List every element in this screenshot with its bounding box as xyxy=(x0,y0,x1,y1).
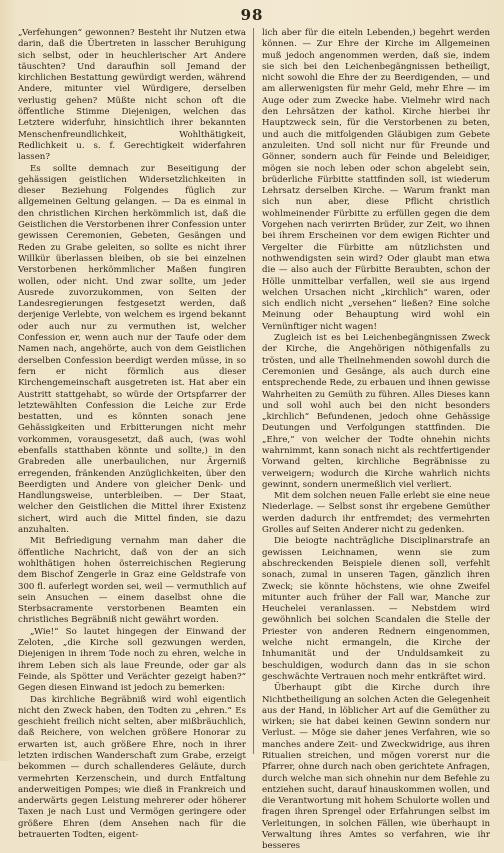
left-column xyxy=(18,28,246,841)
left-paragraph: Es sollte demnach zur Beseitigung der gehässigen geistlichen Widersetzlichkeiten in dieser Beziehung Folgendes füglich zur allgemeinen Geltung gelangen. — Da es einmal in den christlichen Kirchen herkömmlich ist, daß die Geistlichen die Verstorbenen ihrer Confession unter gewissen Ceremonien, Gebeten, Gesängen und Reden zu Grabe geleiten, so sollte es nicht ihrer Willkür überlassen bleiben, ob sie bei einzelnen Verstorbenen herkömmlicher Maßen fungiren wollen, oder nicht. Und zwar sollte, um jeder Ausrede zuvorzukommen, von Seiten der Landesregierungen festgesetzt werden, daß derjenige Verlebte, von welchem es irgend bekannt oder auch nur zu vermuthen ist, welcher Confession er, wenn auch nur der Taufe oder dem Namen nach, angehörte, auch von dem Geistlichen derselben Confession beerdigt werden müsse, in so fern er nicht förmlich aus dieser Kirchengemeinschaft ausgetreten ist. Hat aber ein Austritt stattgehabt, so würde der Ortspfarrer der letztewählten Confession die Leiche zur Erde bestatten, und es könnten sonach jene Gehässigkeiten und Erbitterungen nicht mehr vorkommen, vorausgesetzt, daß auch, (was wohl ebenfalls statthaben könnte und sollte,) in den Grabreden alle unerbaulichen, nur Ärgerniß erregenden, fränkenden Anzüglichkeiten, über den Beerdigten und Andere von gleicher Denk- und Handlungsweise, unterbleiben. — Der Staat, welcher den Geistlichen die Mittel ihrer Existenz sichert, wird auch die Mittel finden, sie dazu anzuhalten. xyxy=(18,163,246,536)
left-paragraph: „Wie!“ So lautet hingegen der Einwand der Zeloten, „die Kirche soll gezwungen werden, Diejenigen in ihrem Tode noch zu ehren, welche in ihrem Leben sich als laue Freunde, oder gar als Feinde, als Spötter und Verächter gezeigt haben?“ Gegen diesen Einwand ist jedoch zu bemerken: xyxy=(18,626,246,694)
right-paragraph: Mit dem solchen neuen Falle erlebt sie eine neue Niederlage. — Selbst sonst ihr ergebene Gemüther werden dadurch ihr entfremdet; des vermehrten Grolles auf Seiten Anderer nicht zu gedenken. xyxy=(262,491,490,536)
right-paragraph: Überhaupt gibt die Kirche durch ihre Nichtbetheiligung an solchen Acten die Gelegenheit aus der Hand, in löblicher Art auf die Gemüther zu wirken; sie hat dabei keinen Gewinn sondern nur Verlust. — Möge sie daher jenes Verfahren, wie so manches andere Zeit- und Zweckwidrige, aus ihren Ritualien streichen, und mögen vorerst nur die Pfarrer, ohne durch nach oben gerichtete Anfragen, durch welche man sich ohnehin nur dem Befehle zu entziehen sucht, darauf hinauskommen wollen, und die Verantwortung mit hohem Schulorte wollen und fragen ihren Sprengel oder Erfahrungen selbst im Verleitungen, in solchen Fällen, wie überhaupt in Verwaltung ihres Amtes so verfahren, wie ihr besseres xyxy=(262,683,490,852)
left-paragraph: „Verfehungen“ gewonnen? Besteht ihr Nutzen etwa darin, daß die Übertreten in lasscher Beruhigung sich selbst, oder in heuchlerischer Art Andere täuschten? Und daraufhin soll Jemand der kirchlichen Bestattung gewürdigt werden, während Andere, mitunter viel Würdigere, derselben verlustig gehen? Müßte nicht schon oft die öffentliche Stimme Diejenigen, welchen das Letztere widerfuhr, hinsichtlich ihrer bekannten Menschenfreundlichkeit, Wohlthätigkeit, Redlichkeit u. s. f. Gerechtigkeit widerfahren lassen? xyxy=(18,28,246,163)
right-paragraph: lich aber für die eiteln Lebenden,) begehrt werden können. — Zur Ehre der Kirche im Allgemeinen muß jedoch angenommen werden, daß sie, indem sie sich bei den Leichenbegängnissen betheiligt, nicht sowohl die Ehre der zu Beerdigenden, — und am allerwenigsten für mehr Geld, mehr Ehre — im Auge oder zum Zwecke habe. Vielmehr wird nach den Lehrsätzen der kathol. Kirche hierbei ihr Hauptzweck sein, für die Verstorbenen zu beten, und auch die mitfolgenden Gläubigen zum Gebete anzuleiten. Und soll nicht nur für Freunde und Gönner, sondern auch für Feinde und Beleidiger, mögen sie noch leben oder schon abgelebt sein, brüderliche Fürbitte stattfinden soll, ist wiederum Lehrsatz derselben Kirche. — Warum frankt man sich nun aber, diese Pflicht christlich wohlmeinender Fürbitte zu erfüllen gegen die dem Vorgehen nach verirrten Brüder, zur Zeit, wo ihnen bei ihrem Erscheinen vor dem ewigen Richter und Vergelter die Fürbitte am nützlichsten und nothwendigsten sein wird? Oder glaubt man etwa die — also auch der Fürbitte Beraubten, schon der Hölle unmittelbar verfallen, weil sie aus irgend welchen Ursachen nicht „kirchlich“ waren, oder sich endlich nicht „versehen“ ließen? Eine solche Meinung oder Behauptung wird wohl ein Vernünftiger nicht wagen! xyxy=(262,28,490,332)
left-paragraph: Mit Befriedigung vernahm man daher die öffentliche Nachricht, daß von der an sich wohlthätigen hohen österreichischen Regierung dem Bischof Zengerle in Graz eine Geldstrafe von 300 fl. auferlegt worden sei, weil — vermuthlich auf sein Ansuchen — einem daselbst ohne die Sterbsacramente verstorbenen Beamten ein christliches Begräbniß nicht gewährt worden. xyxy=(18,536,246,626)
column-divider xyxy=(253,28,254,754)
page-number: 98 xyxy=(240,6,264,24)
right-column xyxy=(262,28,490,852)
left-paragraph: Das kirchliche Begräbniß wird wohl eigentlich nicht den Zweck haben, den Todten zu „ehren.“ Es geschieht freilich nicht selten, aber mißbräuchlich, daß Reichere, von welchen größere Honorar zu erwarten ist, auch größere Ehre, noch in ihrer letzten irdischen Wanderschaft zum Grabe, erzeigt bekommen — durch schallenderes Geläute, durch vermehrten Kerzenschein, und durch Entfaltung anderweitigen Pompes; wie dieß in Frankreich und anderwärts gegen Leistung mehrerer oder höherer Taxen je nach Lust und Vermögen geringere oder größere Ehren (dem Ansehen nach für die betrauerten Todten, eigent- xyxy=(18,694,246,841)
right-paragraph: Die beiogte nachträgliche Disciplinarstrafe an gewissen Leichnamen, wenn sie zum abschreckenden Beispiele dienen soll, verfehlt sonach, zumal in unseren Tagen, gänzlich ihren Zweck; sie könnte höchstens, wie ohne Zweifel mitunter auch früher der Fall war, Manche zur Heuchelei veranlassen. — Nebstdem wird gewöhnlich bei solchen Scandalen die Stelle der Priester von anderen Rednern eingenommen, welche nicht ermangeln, die Kirche der Inhumanität und der Unduldsamkeit zu beschuldigen, wodurch dann das in sie schon geschwächte Vertrauen noch mehr entkräftet wird. xyxy=(262,536,490,682)
right-paragraph: Zugleich ist es bei Leichenbegängnissen Zweck der Kirche, die Angehörigen nöthigenfalls zu trösten, und alle Theilnehmenden sowohl durch die Ceremonien und Gesänge, als auch durch eine entsprechende Rede, zu erbauen und ihnen gewisse Wahrheiten zu Gemüth zu führen. Alles Dieses kann und soll wohl auch bei den nicht besonders „kirchlich“ Befundenen, jedoch ohne Gehässige Deutungen und Verfolgungen stattfinden. Die „Ehre,“ von welcher der Todte ohnehin nichts wahrnimmt, kann sonach nicht als rechtfertigender Vorwand gelten, kirchliche Begräbnisse zu verweigern; wodurch die Kirche wahrlich nichts gewinnt, sondern unermeßlich viel verliert. xyxy=(262,333,490,490)
